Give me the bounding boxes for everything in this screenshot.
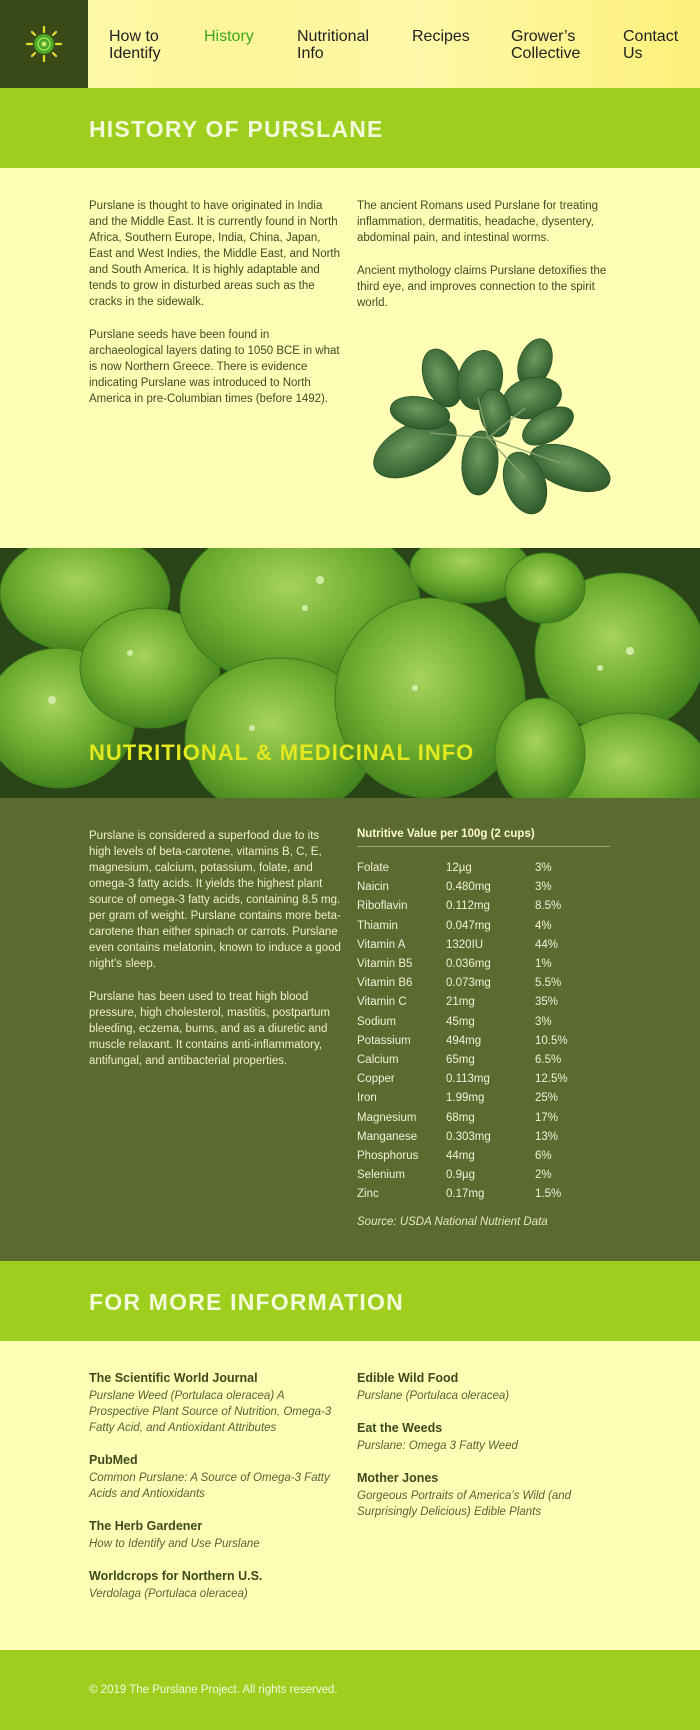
nutrient-percent: 13% [535, 1130, 559, 1143]
nutrient-percent: 35% [535, 996, 559, 1009]
history-paragraph-2: Purslane seeds have been found in archaeological layers dating to 1050 BCE in what is now Northern Greece. There is evidence indicating Purslane was introduced to North America in pre-Columbian times (before 1492). [89, 329, 340, 405]
nutrient-name: Vitamin A [357, 938, 406, 951]
nutrition-section [0, 798, 700, 1261]
more-info-header [0, 1261, 700, 1341]
nutrition-row [357, 1150, 610, 1169]
nutrient-percent: 1% [535, 958, 552, 970]
nutrient-percent: 44% [535, 938, 559, 951]
nutrient-percent: 3% [535, 1015, 552, 1028]
nutrient-percent: 3% [535, 862, 552, 874]
nutrition-row [357, 881, 610, 900]
copyright-text: © 2019 The Purslane Project. All rights reserved. [89, 1684, 338, 1696]
nutrient-amount: 0.17mg [446, 1188, 485, 1201]
nutrient-name: Riboflavin [357, 900, 408, 913]
nutrient-name: Naicin [357, 881, 389, 894]
nutrition-paragraph-1: Purslane is considered a superfood due to its high levels of beta-carotene, vitamins B, C, E, magnesium, calcium, potassium, folate, and omega-3 fatty acids. It yields the highest plant source of omega-3 fatty acids, containing 8.5 mg. per gram of weight. Purslane contains more beta-carotene than either spinach or carrots. Purslane even contains melatonin, known to induce a good night’s sleep. [89, 830, 341, 970]
nutrient-name: Calcium [357, 1054, 399, 1066]
nutrient-name: Vitamin C [357, 996, 407, 1009]
nutrition-row [357, 1188, 610, 1207]
nutrition-row [357, 939, 610, 958]
resource-subtitle: How to Identify and Use Purslane [89, 1538, 260, 1550]
nutrient-amount: 1.99mg [446, 1092, 485, 1105]
resource-link-eat-the-weeds[interactable]: Eat the Weeds [357, 1421, 443, 1435]
nutrient-percent: 8.5% [535, 900, 562, 913]
nutrient-name: Magnesium [357, 1111, 417, 1124]
resource-subtitle: Gorgeous Portraits of America’s Wild (and Surprisingly Delicious) Edible Plants [357, 1490, 572, 1518]
nutrient-name: Vitamin B5 [357, 958, 413, 970]
nutrient-amount: 0.047mg [446, 919, 491, 932]
nutrition-row [357, 1092, 610, 1111]
nutrition-row [357, 1112, 610, 1131]
nutrient-amount: 68mg [446, 1111, 475, 1124]
top-nav [0, 0, 700, 88]
history-paragraph-4: Ancient mythology claims Purslane detoxifies the third eye, and improves connection to the spirit world. [357, 265, 607, 309]
nutrition-table-title: Nutritive Value per 100g (2 cups) [357, 828, 610, 847]
nutrition-row [357, 977, 610, 996]
nutrient-amount: 45mg [446, 1015, 475, 1028]
resource-link-edible-wild-food[interactable]: Edible Wild Food [357, 1371, 459, 1385]
nutrient-percent: 17% [535, 1111, 559, 1124]
nutrient-amount: 1320IU [446, 938, 484, 951]
nutrient-amount: 0.303mg [446, 1130, 491, 1143]
nav-recipes[interactable]: Recipes [412, 28, 470, 45]
nutrient-percent: 10.5% [535, 1034, 568, 1047]
nutrition-row [357, 920, 610, 939]
nutrient-name: Potassium [357, 1034, 411, 1047]
purslane-photo-banner [0, 548, 700, 798]
nutrient-amount: 44mg [446, 1150, 475, 1162]
resource-subtitle: Common Purslane: A Source of Omega-3 Fatty Acids and Antioxidants [89, 1472, 330, 1500]
nav-contact-us[interactable]: Contact Us [623, 28, 679, 62]
resource-subtitle: Purslane: Omega 3 Fatty Weed [357, 1440, 518, 1452]
nutrition-row [357, 958, 610, 977]
nutrient-name: Folate [357, 862, 389, 874]
nutrient-percent: 25% [535, 1092, 559, 1105]
resource-link-herb-gardener[interactable]: The Herb Gardener [89, 1519, 203, 1533]
nutrient-amount: 21mg [446, 996, 475, 1009]
history-paragraph-1: Purslane is thought to have originated in India and the Middle East. It is currently found in North Africa, Southern Europe, India, China, Japan, East and West Indies, the Middle East, and North and South America. It is highly adaptable and tends to grow in disturbed areas such as the cracks in the sidewalk. [89, 200, 341, 308]
nutrition-paragraph-2: Purslane has been used to treat high blood pressure, high cholesterol, mastitis, postpartum bleeding, eczema, burns, and as a diuretic and muscle relaxant. It contains anti-inflammatory, antifungal, and antibacterial properties. [89, 991, 330, 1067]
nutrient-percent: 12.5% [535, 1073, 568, 1086]
purslane-logo-icon [24, 24, 64, 64]
logo[interactable] [0, 0, 88, 88]
resource-subtitle: Verdolaga (Portulaca oleracea) [89, 1588, 248, 1600]
history-header [0, 88, 700, 168]
nutrient-amount: 0.113mg [446, 1073, 490, 1086]
footer [0, 1650, 700, 1730]
nutrition-row [357, 1016, 610, 1035]
resource-link-scientific-world-journal[interactable]: The Scientific World Journal [89, 1371, 258, 1385]
nutrient-amount: 0.9µg [446, 1169, 476, 1182]
nutrient-percent: 3% [535, 881, 552, 894]
nav-how-to-identify[interactable]: How to Identify [109, 28, 161, 62]
history-heading: HISTORY OF PURSLANE [89, 116, 384, 142]
nutrient-amount: 65mg [446, 1054, 475, 1066]
nutrient-percent: 1.5% [535, 1188, 562, 1201]
nutrient-name: Sodium [357, 1015, 396, 1028]
nutrient-name: Iron [357, 1092, 377, 1105]
nutrient-percent: 6% [535, 1150, 552, 1162]
resource-subtitle: Purslane (Portulaca oleracea) [357, 1390, 510, 1402]
nutrition-row [357, 1035, 610, 1054]
nutrition-row [357, 1169, 610, 1188]
resource-link-pubmed[interactable]: PubMed [89, 1453, 138, 1467]
nutrition-row [357, 1054, 610, 1073]
nutrient-amount: 0.036mg [446, 958, 491, 970]
nutrition-row [357, 900, 610, 919]
nutrient-name: Thiamin [357, 919, 398, 932]
nutrient-name: Copper [357, 1073, 395, 1086]
resource-subtitle: Purslane Weed (Portulaca oleracea) A Prospective Plant Source of Nutrition, Omega-3 Fatty Acid, and Antioxidant Attributes [89, 1390, 332, 1434]
nutrient-name: Zinc [357, 1188, 379, 1201]
nutrient-name: Selenium [357, 1169, 405, 1182]
nav-history[interactable]: History [204, 28, 254, 45]
purslane-sprig-image [360, 338, 615, 523]
nutrient-amount: 0.073mg [446, 977, 491, 990]
nutrient-amount: 12µg [446, 862, 472, 874]
history-paragraph-3: The ancient Romans used Purslane for treating inflammation, dermatitis, headache, dysentery, abdominal pain, and intestinal worms. [357, 200, 598, 244]
nutrition-row [357, 862, 610, 881]
nutrient-percent: 6.5% [535, 1054, 562, 1066]
more-info-heading: FOR MORE INFORMATION [89, 1289, 404, 1315]
nutrient-percent: 2% [535, 1169, 552, 1182]
nav-nutritional-info[interactable]: Nutritional Info [297, 28, 370, 62]
resource-link-mother-jones[interactable]: Mother Jones [357, 1471, 439, 1485]
nutrient-amount: 0.480mg [446, 881, 491, 894]
nutrition-source: Source: USDA National Nutrient Data [357, 1216, 548, 1228]
nutrient-name: Manganese [357, 1130, 418, 1143]
resource-link-worldcrops[interactable]: Worldcrops for Northern U.S. [89, 1569, 263, 1583]
nutrition-row [357, 1131, 610, 1150]
nav-growers-collective[interactable]: Grower’s Collective [511, 28, 581, 62]
nutrient-amount: 0.112mg [446, 900, 490, 913]
nutrient-percent: 5.5% [535, 977, 562, 990]
nutrient-name: Vitamin B6 [357, 977, 413, 990]
nutrition-row [357, 996, 610, 1015]
nutrition-heading: NUTRITIONAL & MEDICINAL INFO [89, 740, 475, 765]
nutrient-percent: 4% [535, 919, 552, 932]
nutrient-name: Phosphorus [357, 1150, 419, 1162]
nutrient-amount: 494mg [446, 1034, 482, 1047]
nutrition-row [357, 1073, 610, 1092]
